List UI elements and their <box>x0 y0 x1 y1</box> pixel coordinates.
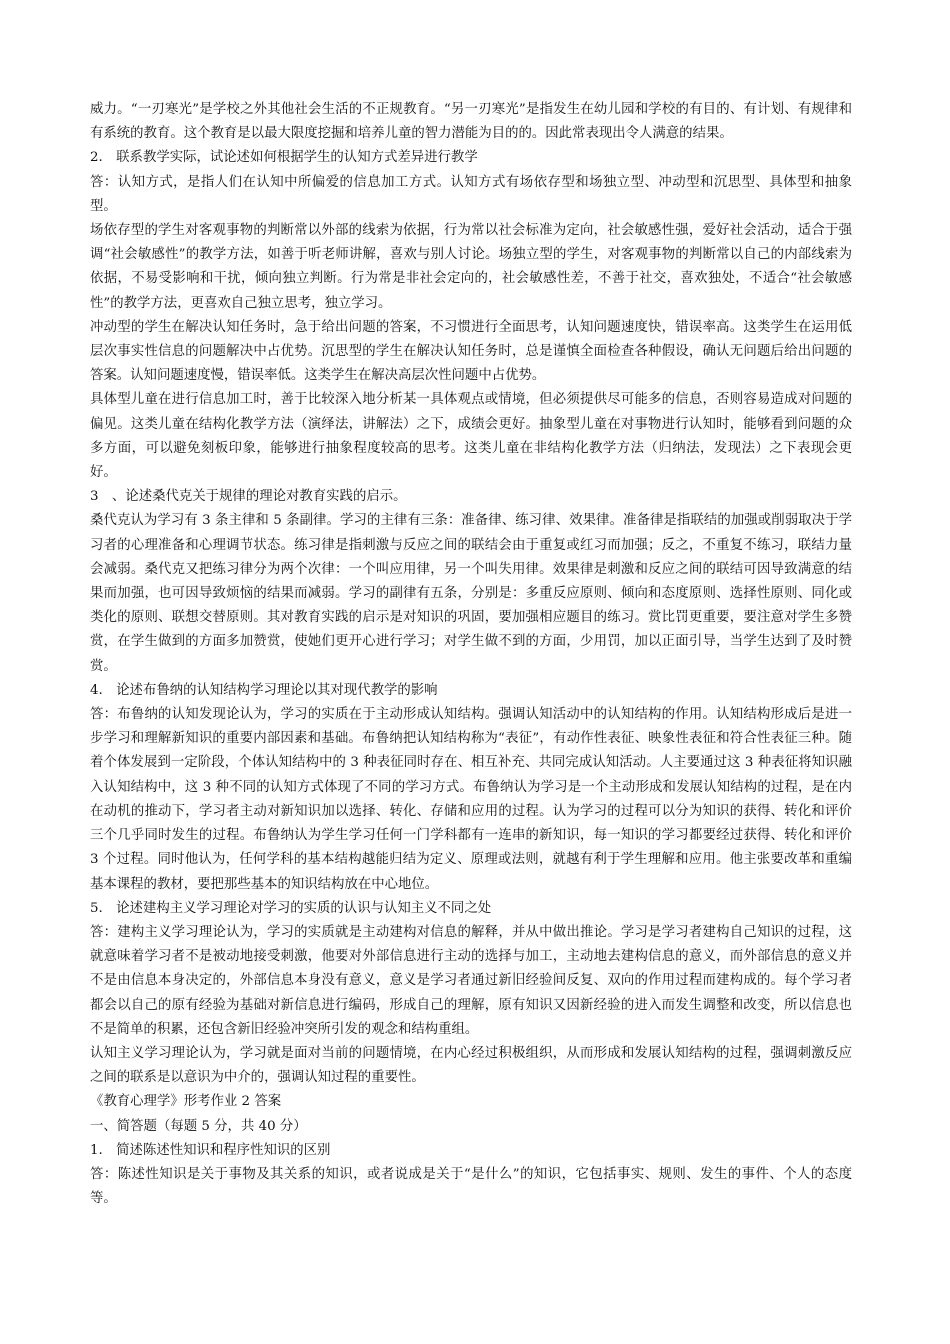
question-5-heading: 5. 论述建构主义学习理论对学习的实质的认识与认知主义不同之处 <box>90 900 492 916</box>
answer-4: 答：布鲁纳的认知发现论认为，学习的实质在于主动形成认知结构。强调认知活动中的认知结构的作用。认知结构形成后是进一步学习和理解新知识的重要内部因素和基础。布鲁纳把认知结构称为“表征”，有动作性表征、映象性表征和符合性表征三种。随着个体发展到一定阶段，个体认知结构中的 3 种表征同时存在、相互补充、共同完成认知活动。人主要通过这 3 种表征将知识融入认知结构中，这 3 种不同的认知方式体现了不同的学习方式。布鲁纳认为学习是一个主动形成和发展认知结构的过程，是在内在动机的推动下，学习者主动对新知识加以选择、转化、存储和应用的过程。认为学习的过程可以分为知识的获得、转化和评价三个几乎同时发生的过程。布鲁纳认为学生学习任何一门学科都有一连串的新知识，每一知识的学习都要经过获得、转化和评价 3 个过程。同时他认为，任何学科的基本结构越能归结为定义、原理或法则，就越有利于学生理解和应用。他主张要改革和重编基本课程的教材，要把那些基本的知识结构放在中心地位。 <box>90 707 852 892</box>
answer-2-intro: 答：认知方式，是指人们在认知中所偏爱的信息加工方式。认知方式有场依存型和场独立型、冲动型和沉思型、具体型和抽象型。 <box>90 174 852 214</box>
answer-5-cognitivism: 认知主义学习理论认为，学习就是面对当前的问题情境，在内心经过积极组织，从而形成和发展认知结构的过程，强调刺激反应之间的联系是以意识为中介的，强调认知过程的重要性。 <box>90 1045 852 1086</box>
answer-2-concrete-abstract: 具体型儿童在进行信息加工时，善于比较深入地分析某一具体观点或情境，但必须提供尽可能多的信息，否则容易造成对问题的偏见。这类儿童在结构化教学方法（演绎法，讲解法）之下，成绩会更好。抽象型儿童在对事物进行认知时，能够看到问题的众多方面，可以避免刻板印象，能够进行抽象程度较高的思考。这类儿童在非结构化教学方法（归纳法，发现法）之下表现会更好。 <box>90 392 852 481</box>
question-3-heading: 3 、论述桑代克关于规律的理论对教育实践的启示。 <box>90 489 407 505</box>
answer-5-constructivism: 答：建构主义学习理论认为，学习的实质就是主动建构对信息的解释，并从中做出推论。学习是学习者建构自己知识的过程，这就意味着学习者不是被动地接受刺激，他要对外部信息进行主动的选择与加工，主动地去建构信息的意义，而外部信息的意义并不是由信息本身决定的，外部信息本身没有意义，意义是学习者通过新旧经验间反复、双向的作用过程而建构成的。每个学习者都会以自己的原有经验为基础对新信息进行编码，形成自己的理解，原有知识又因新经验的进入而发生调整和改变，所以信息也不是简单的积累，还包含新旧经验冲突所引发的观念和结构重组。 <box>90 924 852 1037</box>
paragraph-continuation: 威力。“一刃寒光”是学校之外其他社会生活的不正规教育。“另一刃寒光”是指发生在幼儿园和学校的有目的、有计划、有规律和有系统的教育。这个教育是以最大限度挖掘和培养儿童的智力潜能为目的的。因此常表现出令人满意的结果。 <box>90 102 852 142</box>
answer-1: 答：陈述性知识是关于事物及其关系的知识，或者说成是关于“是什么”的知识，它包括事实、规则、发生的事件、个人的态度等。 <box>90 1166 852 1207</box>
question-4-heading: 4. 论述布鲁纳的认知结构学习理论以其对现代教学的影响 <box>90 682 438 698</box>
answer-2-impulsive-reflective: 冲动型的学生在解决认知任务时，急于给出问题的答案，不习惯进行全面思考，认知问题速度快，错误率高。这类学生在运用低层次事实性信息的问题解决中占优势。沉思型的学生在解决认知任务时，总是谨慎全面检查各种假设，确认无问题后给出问题的答案。认知问题速度慢，错误率低。这类学生在解决高层次性问题中占优势。 <box>90 319 852 384</box>
section-subtitle: 一、简答题（每题 5 分，共 40 分） <box>90 1118 307 1134</box>
document-page <box>90 98 852 1211</box>
question-2-heading: 2. 联系教学实际，试论述如何根据学生的认知方式差异进行教学 <box>90 150 478 166</box>
answer-3: 桑代克认为学习有 3 条主律和 5 条副律。学习的主律有三条：准备律、练习律、效果律。准备律是指联结的加强或削弱取决于学习者的心理准备和心理调节状态。练习律是指刺激与反应之间的联结会由于重复或红习而加强；反之，不重复不练习，联结力量会减弱。桑代克又把练习律分为两个次律：一个叫应用律，另一个叫失用律。效果律是刺激和反应之间的联结可因导致满意的结果而加强，也可因导致烦恼的结果而减弱。学习的副律有五条，分别是：多重反应原则、倾向和态度原则、选择性原则、同化或类化的原则、联想交替原则。其对教育实践的启示是对知识的巩固，要加强相应题目的练习。赏比罚更重要，要注意对学生多赞赏，在学生做到的方面多加赞赏，使她们更开心进行学习；对学生做不到的方面，少用罚，加以正面引导，当学生达到了及时赞赏。 <box>90 513 852 674</box>
answer-2-field-dependence: 场依存型的学生对客观事物的判断常以外部的线索为依据，行为常以社会标准为定向，社会敏感性强，爱好社会活动，适合于强调“社会敏感性”的教学方法，如善于听老师讲解，喜欢与别人讨论。场独立型的学生，对客观事物的判断常以自己的内部线索为依据，不易受影响和干扰，倾向独立判断。行为常是非社会定向的，社会敏感性差，不善于社交，喜欢独处，不适合“社会敏感性”的教学方法，更喜欢自己独立思考，独立学习。 <box>90 223 852 311</box>
section-title: 《教育心理学》形考作业 2 答案 <box>90 1094 282 1110</box>
question-1-heading: 1. 简述陈述性知识和程序性知识的区别 <box>90 1142 331 1158</box>
